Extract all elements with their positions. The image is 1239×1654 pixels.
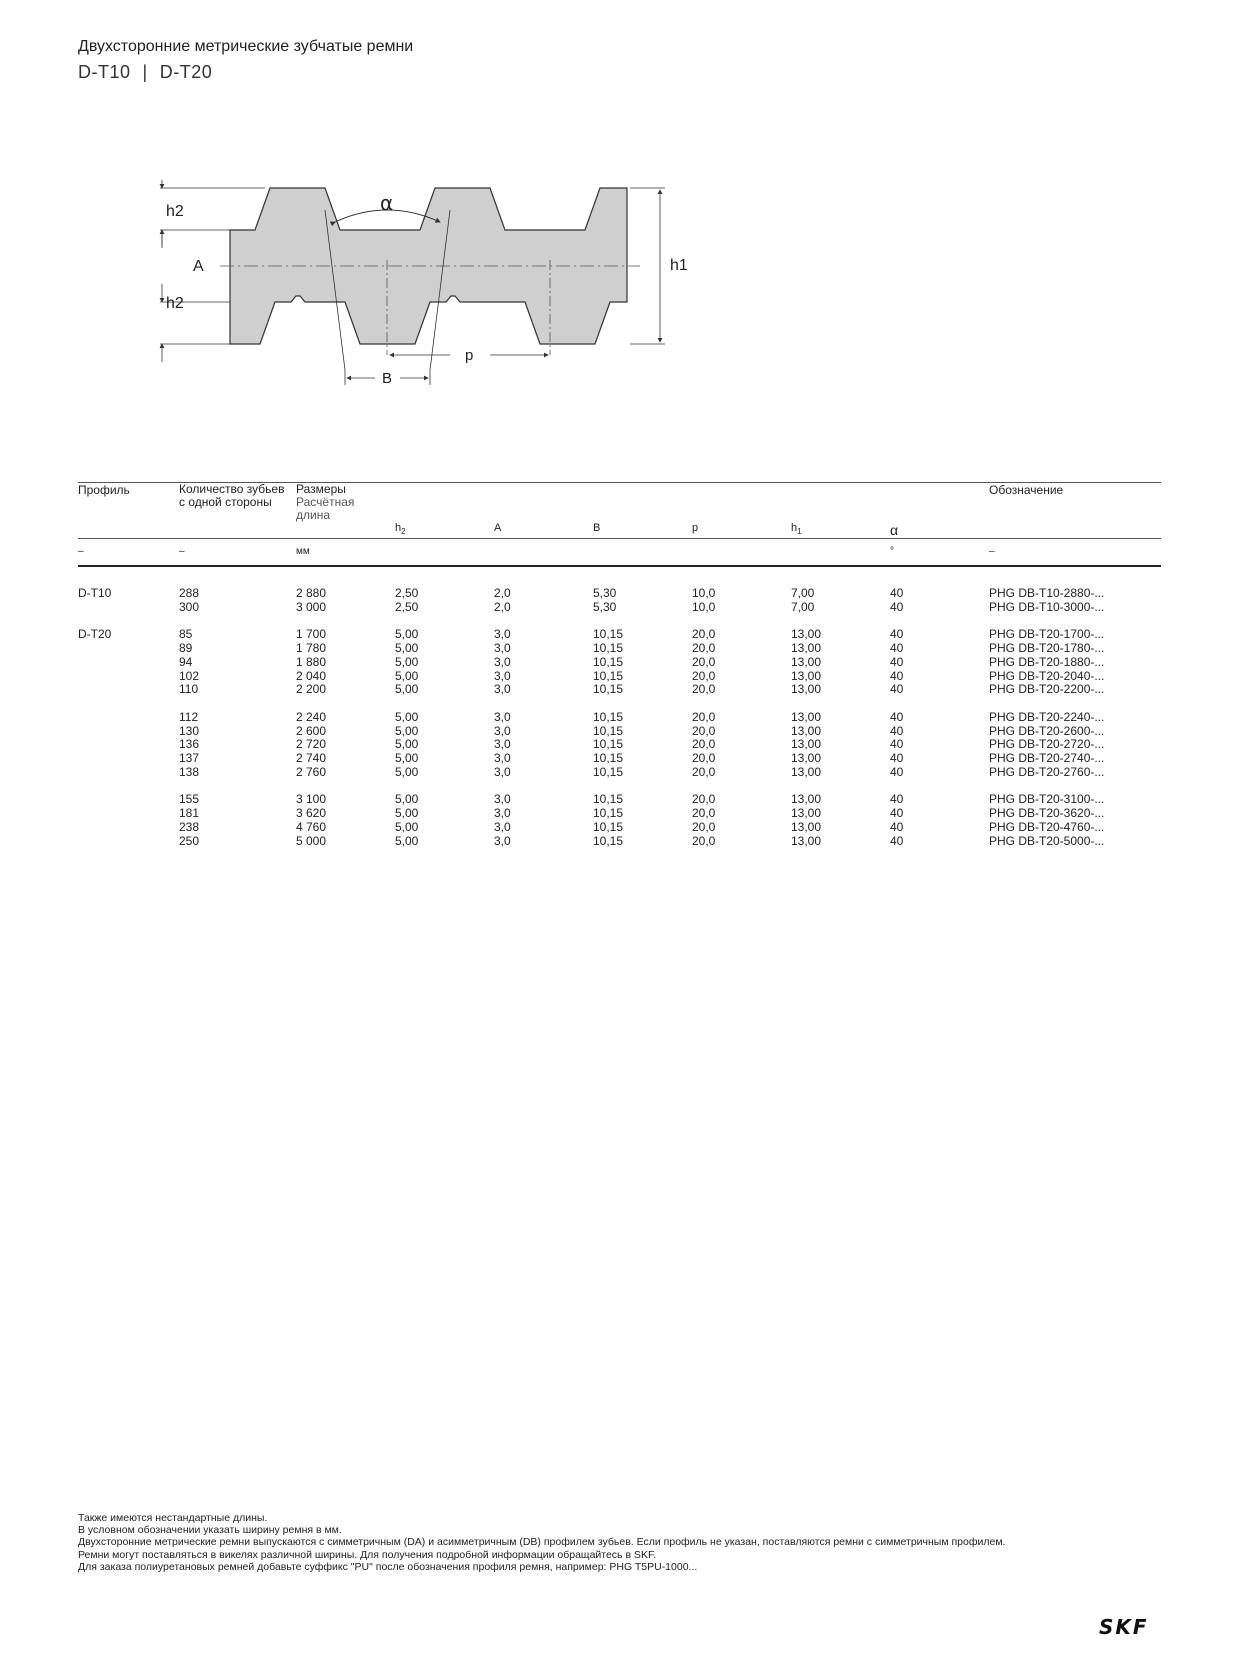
a-cell: 3,0	[494, 751, 511, 766]
profile-cell	[78, 835, 179, 849]
h2-cell: 5,00	[395, 641, 419, 656]
length-cell: 2 880	[296, 586, 327, 600]
table-row	[78, 587, 1161, 601]
designation-cell: PHG DB-T20-2720-...	[989, 737, 1105, 752]
b-cell: 10,15	[593, 709, 624, 724]
page-title: Двухсторонние метрические зубчатые ремни	[78, 38, 414, 55]
a-cell: 3,0	[494, 833, 511, 848]
footnote: Для заказа полиуретановых ремней добавьте суффикс "PU" после обозначения профиля ремня, например: PHG T5PU-1000...	[78, 1560, 698, 1573]
teeth-cell: 137	[179, 751, 200, 766]
p-cell: 20,0	[692, 723, 716, 738]
a-cell: 3,0	[494, 792, 511, 807]
label-h2-bottom: h2	[166, 295, 184, 312]
teeth-cell: 181	[179, 806, 200, 821]
alpha-cell: 40	[890, 751, 904, 766]
profile-cell	[78, 711, 179, 725]
a-cell: 3,0	[494, 764, 511, 779]
alpha-cell: 40	[890, 764, 904, 779]
length-cell: 2 600	[296, 723, 327, 738]
label-b: B	[382, 370, 393, 387]
table-row	[78, 601, 1161, 615]
b-cell: 10,15	[593, 792, 624, 807]
h1-cell: 13,00	[791, 654, 822, 669]
profile-b-label: D-T20	[159, 62, 213, 82]
a-cell: 3,0	[494, 682, 511, 697]
table-row	[78, 752, 1161, 766]
profile-cell	[78, 601, 179, 615]
alpha-cell: 40	[890, 668, 904, 683]
symbol-b: B	[593, 522, 601, 534]
p-cell: 20,0	[692, 654, 716, 669]
label-a: A	[193, 258, 204, 275]
symbol-h2: $h_2$	[395, 522, 406, 537]
table-row	[78, 670, 1161, 684]
profile-a-label: D-T10	[78, 62, 131, 82]
alpha-cell: 40	[890, 654, 904, 669]
header-designation: Обозначение	[989, 483, 1161, 523]
header-teeth: Количество зубьев с одной стороны	[179, 483, 296, 523]
table-row	[78, 656, 1161, 670]
unit-designation: –	[989, 539, 1161, 567]
length-cell: 2 720	[296, 737, 327, 752]
designation-cell: PHG DB-T20-2760-...	[989, 764, 1105, 779]
alpha-cell: 40	[890, 682, 904, 697]
profile-cell	[78, 766, 179, 780]
b-cell: 10,15	[593, 764, 624, 779]
header-profile: Профиль	[78, 483, 179, 523]
h2-cell: 5,00	[395, 806, 419, 821]
header-dimensions: Размеры Расчётная длина	[296, 483, 395, 523]
profile-cell	[78, 738, 179, 752]
p-cell: 20,0	[692, 668, 716, 683]
a-cell: 3,0	[494, 654, 511, 669]
profile-cell	[78, 752, 179, 766]
a-cell: 3,0	[494, 737, 511, 752]
designation-cell: PHG DB-T20-2240-...	[989, 709, 1105, 724]
h2-cell: 5,00	[395, 709, 419, 724]
alpha-cell: 40	[890, 599, 904, 614]
teeth-cell: 138	[179, 764, 200, 779]
label-alpha: α	[380, 191, 394, 215]
h2-cell: 5,00	[395, 833, 419, 848]
designation-cell: PHG DB-T20-1880-...	[989, 654, 1105, 669]
b-cell: 10,15	[593, 806, 624, 821]
h2-cell: 5,00	[395, 737, 419, 752]
length-cell: 2 200	[296, 682, 327, 697]
profile-cell: D-T10	[78, 586, 112, 600]
p-cell: 20,0	[692, 819, 716, 834]
h2-cell: 5,00	[395, 654, 419, 669]
h1-cell: 13,00	[791, 751, 822, 766]
p-cell: 20,0	[692, 627, 716, 642]
skf-logo: SKF	[1099, 1615, 1149, 1639]
p-cell: 20,0	[692, 709, 716, 724]
unit-length: мм	[296, 539, 395, 567]
length-cell: 3 000	[296, 599, 327, 614]
h1-cell: 13,00	[791, 668, 822, 683]
footnote: Ремни могут поставляться в викелях различной ширины. Для получения подробной информации обращайтесь в SKF.	[78, 1548, 657, 1561]
designation-cell: PHG DB-T20-2740-...	[989, 751, 1105, 766]
alpha-cell: 40	[890, 737, 904, 752]
belt-profile-diagram	[150, 180, 710, 400]
symbol-p: p	[692, 522, 699, 534]
p-cell: 10,0	[692, 599, 716, 614]
profile-cell	[78, 725, 179, 739]
table-row	[78, 628, 1161, 642]
p-cell: 10,0	[692, 586, 716, 600]
profile-cell	[78, 683, 179, 697]
a-cell: 3,0	[494, 627, 511, 642]
h1-cell: 13,00	[791, 833, 822, 848]
h2-cell: 5,00	[395, 751, 419, 766]
h1-cell: 13,00	[791, 819, 822, 834]
h2-cell: 5,00	[395, 682, 419, 697]
b-cell: 10,15	[593, 751, 624, 766]
h1-cell: 13,00	[791, 641, 822, 656]
alpha-cell: 40	[890, 833, 904, 848]
table-row	[78, 835, 1161, 849]
teeth-cell: 155	[179, 792, 200, 807]
length-cell: 1 700	[296, 627, 327, 642]
h1-cell: 13,00	[791, 764, 822, 779]
teeth-cell: 130	[179, 723, 200, 738]
b-cell: 5,30	[593, 586, 617, 600]
spec-table	[78, 482, 1161, 848]
label-p: p	[465, 347, 474, 364]
table-row	[78, 766, 1161, 780]
h1-cell: 13,00	[791, 709, 822, 724]
a-cell: 3,0	[494, 723, 511, 738]
a-cell: 3,0	[494, 668, 511, 683]
a-cell: 3,0	[494, 641, 511, 656]
teeth-cell: 89	[179, 641, 193, 656]
table-row	[78, 738, 1161, 752]
table-row	[78, 807, 1161, 821]
length-cell: 5 000	[296, 833, 327, 848]
alpha-cell: 40	[890, 806, 904, 821]
b-cell: 10,15	[593, 737, 624, 752]
h2-cell: 5,00	[395, 792, 419, 807]
designation-cell: PHG DB-T20-2600-...	[989, 723, 1105, 738]
profile-cell	[78, 821, 179, 835]
length-cell: 2 740	[296, 751, 327, 766]
symbol-h1: $h_1$	[791, 522, 802, 537]
table-row	[78, 821, 1161, 835]
unit-alpha: °	[890, 539, 989, 567]
length-cell: 2 040	[296, 668, 327, 683]
b-cell: 10,15	[593, 641, 624, 656]
length-cell: 4 760	[296, 819, 327, 834]
h2-cell: 5,00	[395, 819, 419, 834]
designation-cell: PHG DB-T20-1780-...	[989, 641, 1105, 656]
h2-cell: 2,50	[395, 586, 419, 600]
alpha-cell: 40	[890, 641, 904, 656]
length-cell: 3 100	[296, 792, 327, 807]
teeth-cell: 238	[179, 819, 200, 834]
footnotes	[78, 1512, 1005, 1573]
label-h1: h1	[670, 257, 688, 274]
symbol-a: A	[494, 522, 502, 534]
b-cell: 10,15	[593, 654, 624, 669]
h2-cell: 5,00	[395, 723, 419, 738]
alpha-cell: 40	[890, 819, 904, 834]
designation-cell: PHG DB-T20-2200-...	[989, 682, 1105, 697]
teeth-cell: 300	[179, 599, 200, 614]
designation-cell: PHG DB-T20-3620-...	[989, 806, 1105, 821]
designation-cell: PHG DB-T20-3100-...	[989, 792, 1105, 807]
teeth-cell: 250	[179, 833, 200, 848]
h1-cell: 7,00	[791, 586, 815, 600]
teeth-cell: 102	[179, 668, 200, 683]
h1-cell: 13,00	[791, 682, 822, 697]
alpha-cell: 40	[890, 709, 904, 724]
h1-cell: 13,00	[791, 806, 822, 821]
table-row	[78, 683, 1161, 697]
h1-cell: 13,00	[791, 737, 822, 752]
h2-cell: 5,00	[395, 668, 419, 683]
p-cell: 20,0	[692, 682, 716, 697]
b-cell: 10,15	[593, 627, 624, 642]
footnote: Также имеются нестандартные длины.	[78, 1512, 268, 1524]
designation-cell: PHG DB-T20-1700-...	[989, 627, 1105, 642]
b-cell: 5,30	[593, 599, 617, 614]
length-cell: 3 620	[296, 806, 327, 821]
h1-cell: 7,00	[791, 599, 815, 614]
a-cell: 3,0	[494, 806, 511, 821]
a-cell: 2,0	[494, 586, 511, 600]
designation-cell: PHG DB-T20-2040-...	[989, 668, 1105, 683]
alpha-cell: 40	[890, 792, 904, 807]
table-row	[78, 711, 1161, 725]
h2-cell: 5,00	[395, 627, 419, 642]
profile-cell	[78, 807, 179, 821]
p-cell: 20,0	[692, 641, 716, 656]
h2-cell: 2,50	[395, 599, 419, 614]
profile-cell	[78, 793, 179, 807]
belt-profile-svg	[150, 180, 710, 400]
p-cell: 20,0	[692, 737, 716, 752]
b-cell: 10,15	[593, 668, 624, 683]
footnote: Двухсторонние метрические ремни выпускаются с симметричным (DA) и асимметричным (DB) профилем зубьев. Если профиль не указан, поставляются ремни с симметричным профилем.	[78, 1536, 1006, 1549]
b-cell: 10,15	[593, 723, 624, 738]
alpha-cell: 40	[890, 586, 904, 600]
h2-cell: 5,00	[395, 764, 419, 779]
profile-cell: D-T20	[78, 627, 112, 642]
teeth-cell: 136	[179, 737, 200, 752]
b-cell: 10,15	[593, 682, 624, 697]
a-cell: 3,0	[494, 709, 511, 724]
p-cell: 20,0	[692, 751, 716, 766]
profile-cell	[78, 670, 179, 684]
designation-cell: PHG DB-T10-3000-...	[989, 599, 1105, 614]
table-row	[78, 642, 1161, 656]
length-cell: 2 240	[296, 709, 327, 724]
separator: |	[142, 62, 148, 82]
teeth-cell: 112	[179, 709, 199, 724]
designation-cell: PHG DB-T20-4760-...	[989, 819, 1105, 834]
h1-cell: 13,00	[791, 723, 822, 738]
length-cell: 1 780	[296, 641, 327, 656]
h1-cell: 13,00	[791, 792, 822, 807]
p-cell: 20,0	[692, 806, 716, 821]
p-cell: 20,0	[692, 764, 716, 779]
profile-cell	[78, 656, 179, 670]
table-row	[78, 725, 1161, 739]
spec-table-body	[78, 566, 1161, 848]
footnote: В условном обозначении указать ширину ремня в мм.	[78, 1524, 342, 1537]
teeth-cell: 85	[179, 627, 193, 642]
a-cell: 3,0	[494, 819, 511, 834]
designation-cell: PHG DB-T10-2880-...	[989, 586, 1105, 600]
length-cell: 2 760	[296, 764, 327, 779]
page-subtitle	[78, 62, 212, 83]
alpha-cell: 40	[890, 627, 904, 642]
length-cell: 1 880	[296, 654, 327, 669]
teeth-cell: 288	[179, 586, 200, 600]
profile-cell	[78, 642, 179, 656]
teeth-cell: 110	[179, 682, 199, 697]
p-cell: 20,0	[692, 833, 716, 848]
b-cell: 10,15	[593, 819, 624, 834]
unit-teeth: –	[179, 539, 296, 567]
designation-cell: PHG DB-T20-5000-...	[989, 833, 1105, 848]
table-row	[78, 793, 1161, 807]
unit-profile: –	[78, 539, 179, 567]
p-cell: 20,0	[692, 792, 716, 807]
label-h2-top: h2	[166, 203, 184, 220]
a-cell: 2,0	[494, 599, 511, 614]
symbol-alpha: α	[890, 522, 899, 538]
teeth-cell: 94	[179, 654, 193, 669]
h1-cell: 13,00	[791, 627, 822, 642]
alpha-cell: 40	[890, 723, 904, 738]
b-cell: 10,15	[593, 833, 624, 848]
